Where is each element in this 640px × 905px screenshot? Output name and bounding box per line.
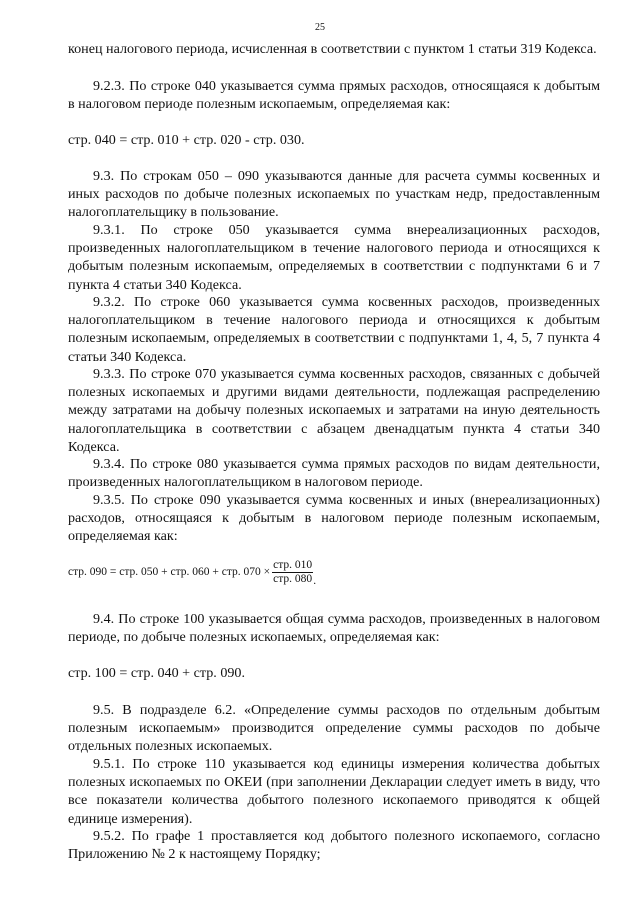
formula-line-040: стр. 040 = стр. 010 + стр. 020 - стр. 030. (68, 132, 305, 148)
formula-090-numerator: стр. 010 (273, 558, 313, 571)
formula-line-090 (68, 557, 316, 587)
paragraph-9-3-3: 9.3.3. По строке 070 указывается сумма косвенных расходов, связанных с добычей полезных ископаемых и другими видами деятельности, подлежащая распределению между затратами на добычу полезных ископаемых и затратами на иную деятельность налогоплательщика в соответствии с абзацем двенадцатым пункта 4 статьи 340 Кодекса. (68, 366, 600, 455)
paragraph-9-2-3: 9.2.3. По строке 040 указывается сумма прямых расходов, относящаяся к добытым в налоговом периоде полезным ископаемым, определяемая как: (68, 78, 600, 113)
formula-line-100: стр. 100 = стр. 040 + стр. 090. (68, 665, 245, 681)
paragraph-9-3-2: 9.3.2. По строке 060 указывается сумма косвенных расходов, произведенных налогоплательщиком в течение налогового периода и относящихся к добытым полезным ископаемым, определяемых в соответствии с подпунктами 1, 4, 5, 7 пункта 4 статьи 340 Кодекса. (68, 294, 600, 365)
formula-090-prefix: стр. 090 = стр. 050 + стр. 060 + стр. 070 × (68, 566, 271, 578)
formula-090-fraction (272, 559, 313, 586)
paragraph-9-3-4: 9.3.4. По строке 080 указывается сумма прямых расходов по видам деятельности, произведенных налогоплательщиком в налоговом периоде. (68, 456, 600, 491)
paragraph-9-3: 9.3. По строкам 050 – 090 указываются данные для расчета суммы косвенных и иных расходов по добыче полезных ископаемых по участкам недр, предоставленным налогоплательщику в пользование. (68, 168, 600, 221)
paragraph-9-5-1: 9.5.1. По строке 110 указывается код единицы измерения количества добытых полезных ископаемых по ОКЕИ (при заполнении Декларации следует иметь в виду, что все показатели количества добытого полезного ископаемого приводятся к общей единице измерения). (68, 756, 600, 827)
paragraph-9-5-2: 9.5.2. По графе 1 проставляется код добытого полезного ископаемого, согласно Приложению № 2 к настоящему Порядку; (68, 828, 600, 863)
paragraph-continuation: конец налогового периода, исчисленная в соответствии с пунктом 1 статьи 319 Кодекса. (68, 41, 597, 57)
formula-090-denominator: стр. 080 (273, 572, 313, 585)
paragraph-9-3-1: 9.3.1. По строке 050 указывается сумма внереализационных расходов, произведенных налогоплательщиком в течение налогового периода и относящихся к добытым полезным ископаемым, определяемых в соответствии с подпунктами 6 и 7 пункта 4 статьи 340 Кодекса. (68, 222, 600, 293)
page-number: 25 (315, 22, 325, 33)
paragraph-9-4: 9.4. По строке 100 указывается общая сумма расходов, произведенных в налоговом периоде, по добыче полезных ископаемых, определяемая как: (68, 611, 600, 646)
paragraph-9-5: 9.5. В подразделе 6.2. «Определение суммы расходов по отдельным добытым полезным ископаемым» производится определение суммы расходов по добыче отдельных полезных ископаемых. (68, 702, 600, 755)
paragraph-9-3-5: 9.3.5. По строке 090 указывается сумма косвенных и иных (внереализационных) расходов, относящаяся к добытым в налоговом периоде полезным ископаемым, определяемая как: (68, 492, 600, 545)
formula-090-suffix: . (313, 575, 317, 587)
